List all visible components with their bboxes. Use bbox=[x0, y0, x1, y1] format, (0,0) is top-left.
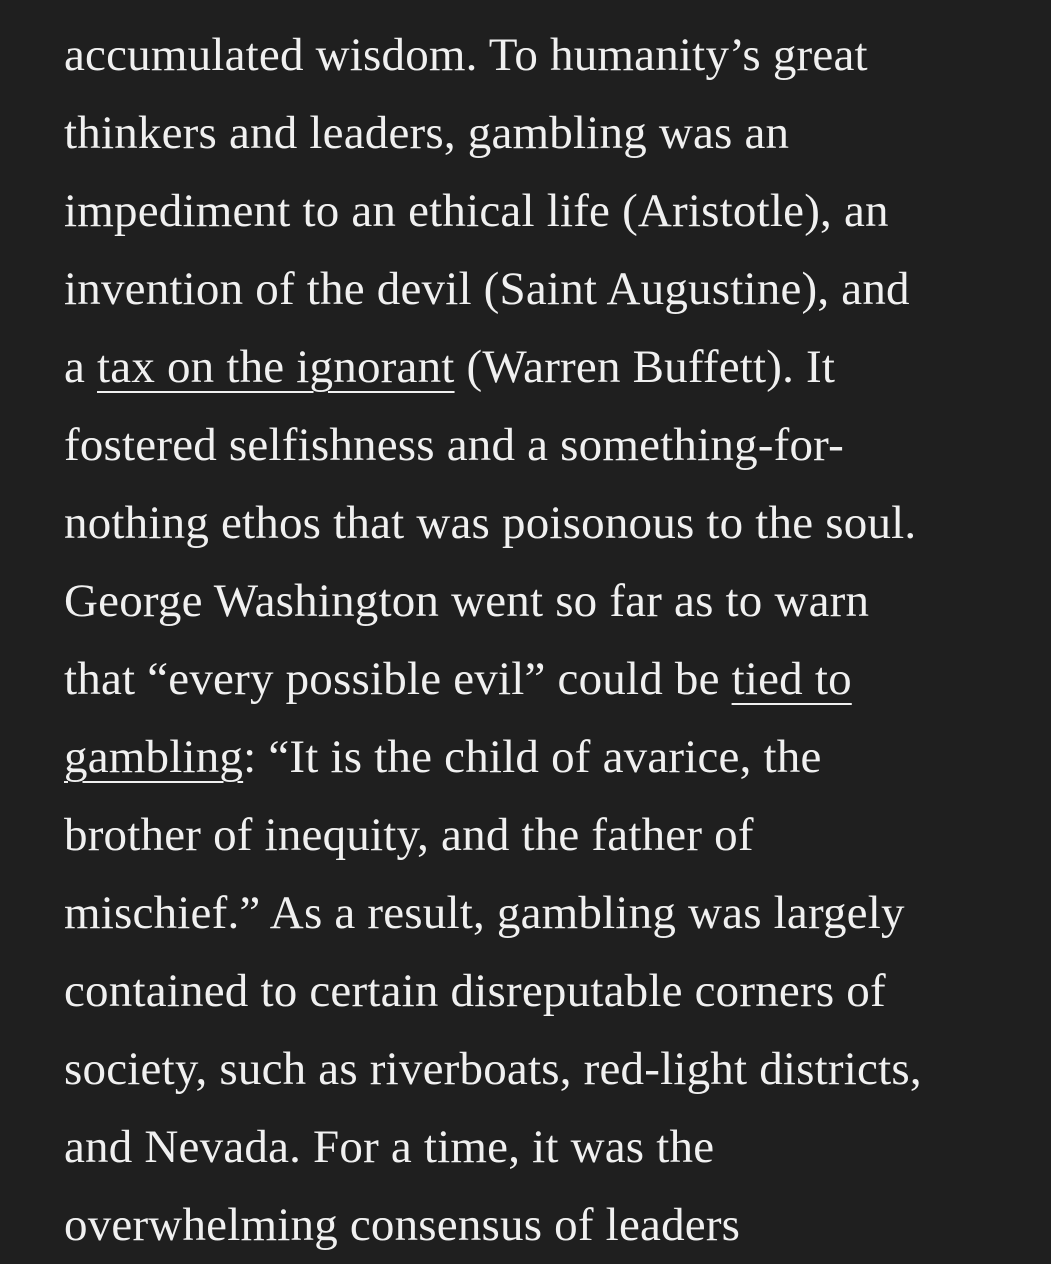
text-run: impediment to an ethical life (Aristotle), an bbox=[64, 185, 889, 237]
text-line bbox=[64, 172, 1024, 250]
text-line bbox=[64, 16, 1024, 94]
text-run: nothing ethos that was poisonous to the soul. bbox=[64, 497, 917, 549]
text-line bbox=[64, 406, 1024, 484]
text-line bbox=[64, 640, 1024, 718]
text-run: fostered selfishness and a something-for- bbox=[64, 419, 844, 471]
article-body-text bbox=[64, 16, 1024, 1251]
text-line bbox=[64, 562, 1024, 640]
text-run: accumulated wisdom. To humanity’s great bbox=[64, 29, 868, 81]
text-line bbox=[64, 1108, 1024, 1186]
text-run: invention of the devil (Saint Augustine), and bbox=[64, 263, 910, 315]
text-run: : “It is the child of avarice, the bbox=[243, 731, 822, 783]
text-line bbox=[64, 796, 1024, 874]
text-run: George Washington went so far as to warn bbox=[64, 575, 870, 627]
text-line bbox=[64, 484, 1024, 562]
text-run: overwhelming consensus of leaders bbox=[64, 1199, 741, 1251]
text-line bbox=[64, 952, 1024, 1030]
text-line bbox=[64, 1030, 1024, 1108]
text-run: (Warren Buffett). It bbox=[454, 341, 836, 393]
text-line bbox=[64, 94, 1024, 172]
text-run: that “every possible evil” could be bbox=[64, 653, 732, 705]
text-run: and Nevada. For a time, it was the bbox=[64, 1121, 715, 1173]
text-line-partially-visible bbox=[64, 1186, 1024, 1251]
text-run: mischief.” As a result, gambling was largely bbox=[64, 887, 905, 939]
text-run: a bbox=[64, 341, 98, 393]
text-line bbox=[64, 718, 1024, 796]
text-line bbox=[64, 874, 1024, 952]
text-run: thinkers and leaders, gambling was an bbox=[64, 107, 790, 159]
text-line bbox=[64, 328, 1024, 406]
tied-to-gambling-link-part-2[interactable]: gambling bbox=[64, 731, 244, 783]
text-line bbox=[64, 250, 1024, 328]
text-run: brother of inequity, and the father of bbox=[64, 809, 754, 861]
tied-to-gambling-link-part-1[interactable]: tied to bbox=[731, 653, 852, 705]
text-run: contained to certain disreputable corners of bbox=[64, 965, 886, 1017]
tax-on-the-ignorant-link[interactable]: tax on the ignorant bbox=[97, 341, 455, 393]
text-run: society, such as riverboats, red-light districts, bbox=[64, 1043, 922, 1095]
